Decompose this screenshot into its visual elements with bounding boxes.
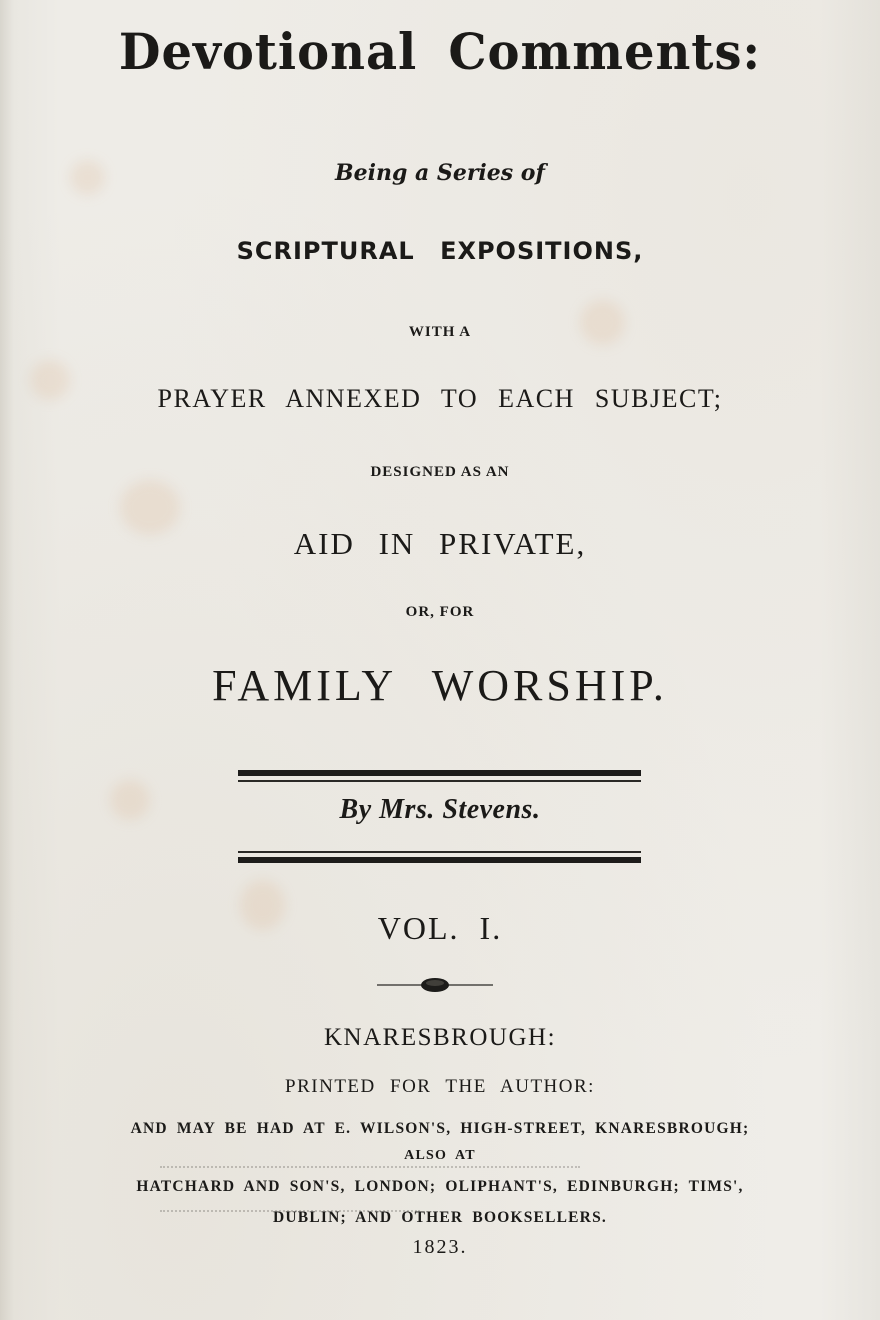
book-title: Devotional Comments: — [118, 22, 762, 81]
imprint-place: KNARESBROUGH: — [323, 1024, 557, 1051]
upper-double-rule — [238, 770, 641, 782]
ornament-icon — [375, 968, 495, 1002]
imprint-line: ALSO AT — [404, 1148, 476, 1163]
aid-line: AID IN PRIVATE, — [293, 526, 587, 561]
lower-double-rule — [238, 851, 641, 863]
printed-for-line: PRINTED FOR THE AUTHOR: — [285, 1076, 595, 1097]
or-for-line: OR, FOR — [405, 604, 475, 620]
prayer-line: PRAYER ANNEXED TO EACH SUBJECT; — [157, 384, 723, 413]
gothic-subtitle: Being a Series of — [335, 160, 545, 186]
volume-number: VOL. I. — [377, 910, 503, 946]
imprint-line: AND MAY BE HAD AT E. WILSON'S, HIGH-STREET, KNARESBROUGH; — [130, 1120, 750, 1137]
author-line: By Mrs. Stevens. — [339, 794, 541, 825]
subject-heading: SCRIPTURAL EXPOSITIONS, — [236, 237, 644, 265]
imprint-line: DUBLIN; AND OTHER BOOKSELLERS. — [273, 1209, 607, 1226]
designed-line: DESIGNED AS AN — [370, 464, 510, 480]
with-a-line: WITH A — [408, 324, 472, 340]
publication-year: 1823. — [412, 1236, 468, 1258]
show-through-dots — [160, 1166, 580, 1168]
family-worship-line: FAMILY WORSHIP. — [212, 661, 668, 710]
imprint-line: HATCHARD AND SON'S, LONDON; OLIPHANT'S, EDINBURGH; TIMS', — [136, 1178, 744, 1195]
